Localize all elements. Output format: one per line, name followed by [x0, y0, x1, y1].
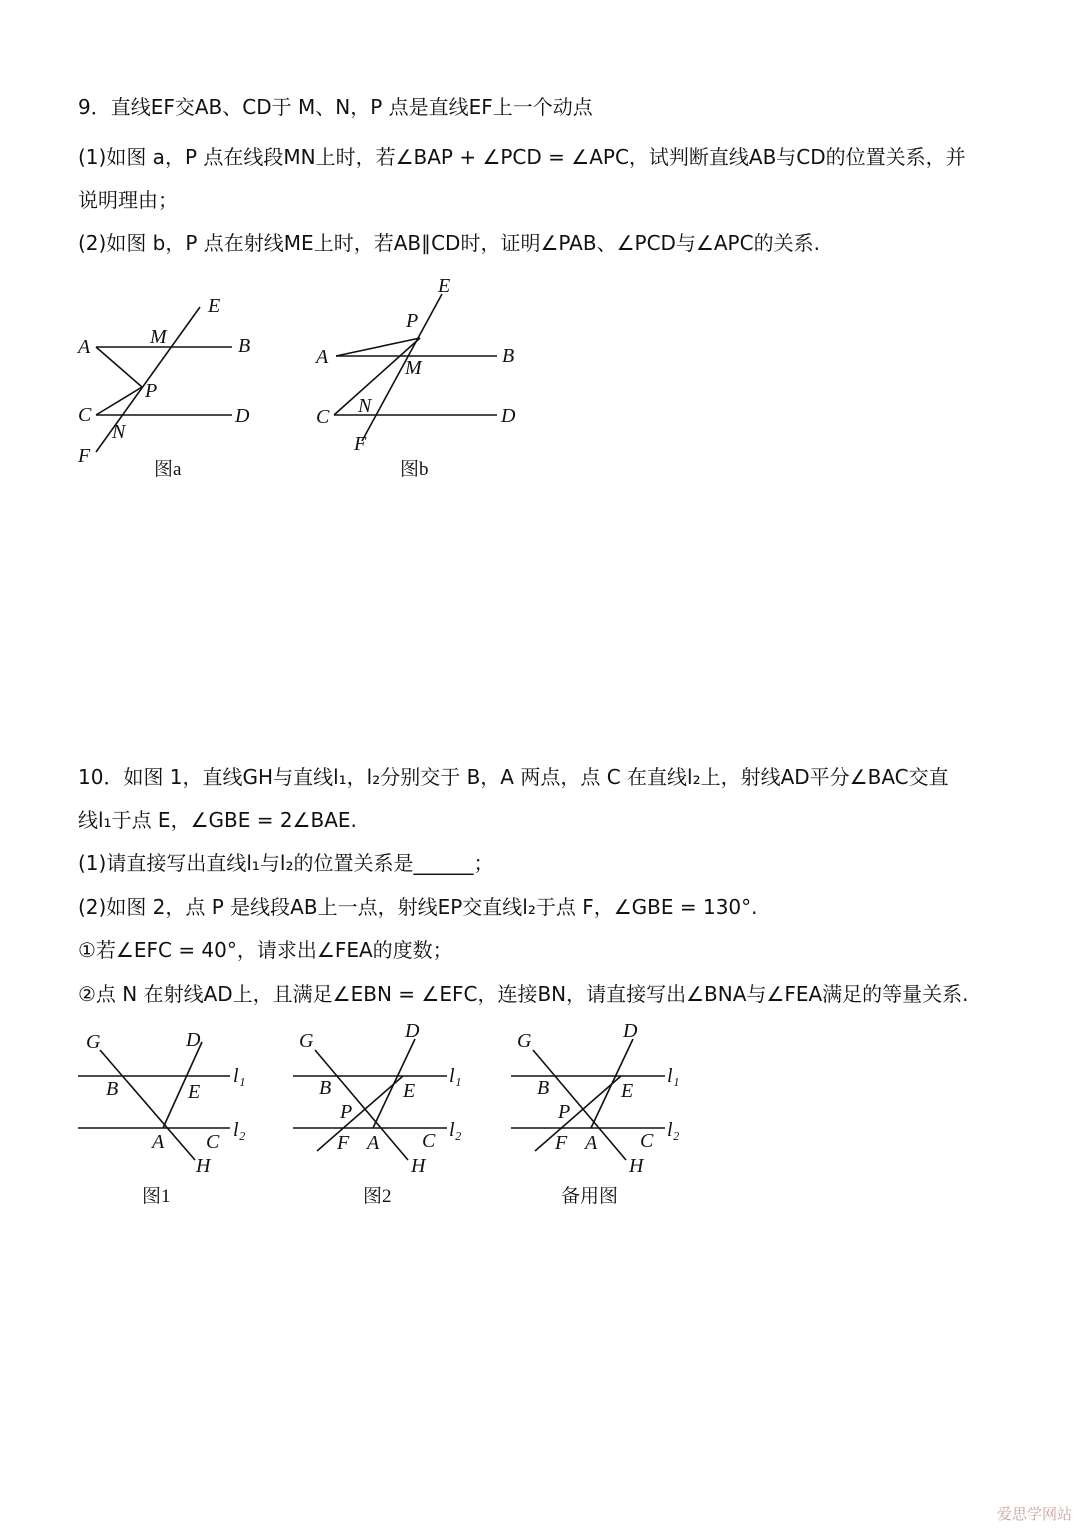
label-e: E — [438, 275, 451, 297]
label-h: H — [196, 1155, 211, 1177]
label-n: N — [358, 395, 372, 417]
label-d: D — [235, 405, 250, 427]
q9-part2: (2)如图 b，P 点在射线ME上时，若AB∥CD时，证明∠PAB、∠PCD与∠APC的关系. — [78, 231, 820, 255]
label-l1: l₁ — [667, 1065, 680, 1087]
label-b: B — [537, 1077, 550, 1099]
figure-spare — [503, 1015, 703, 1210]
figure-spare-caption: 备用图 — [561, 1186, 619, 1207]
label-a: A — [585, 1132, 598, 1154]
segment-ap — [96, 347, 142, 387]
label-g: G — [86, 1031, 101, 1053]
label-l2: l₂ — [667, 1119, 680, 1141]
label-c: C — [316, 406, 330, 428]
figure-2-caption: 图2 — [363, 1186, 392, 1207]
q10-sub1: ①若∠EFC = 40°，请求出∠FEA的度数； — [78, 938, 453, 962]
label-a: A — [152, 1131, 165, 1153]
line-gh — [100, 1050, 195, 1160]
q10-part2: (2)如图 2，点 P 是线段AB上一点，射线EP交直线l₂于点 F，∠GBE = 130°. — [78, 895, 758, 919]
label-e: E — [208, 295, 221, 317]
label-e: E — [621, 1080, 634, 1102]
label-g: G — [517, 1030, 532, 1052]
label-b: B — [106, 1078, 119, 1100]
label-a: A — [367, 1132, 380, 1154]
label-d: D — [186, 1029, 201, 1051]
q9-part1-line1: (1)如图 a，P 点在线段MN上时，若∠BAP + ∠PCD = ∠APC，试判断直线AB与CD的位置关系，并 — [78, 145, 966, 169]
label-p: P — [145, 380, 158, 402]
figure-1 — [70, 1020, 260, 1210]
label-e: E — [403, 1080, 416, 1102]
label-l2: l₂ — [449, 1119, 462, 1141]
label-c: C — [78, 404, 92, 426]
line-ef — [362, 294, 442, 441]
label-l1: l₁ — [233, 1065, 246, 1087]
label-p: P — [406, 310, 419, 332]
label-f: F — [78, 445, 91, 467]
label-h: H — [629, 1155, 644, 1177]
label-a: A — [316, 346, 329, 368]
q9-title: 9．直线EF交AB、CD于 M、N，P 点是直线EF上一个动点 — [78, 95, 593, 119]
label-g: G — [299, 1030, 314, 1052]
label-b: B — [319, 1077, 332, 1099]
q9-part1-line2: 说明理由； — [78, 188, 178, 212]
label-a: A — [78, 336, 91, 358]
figure-b-caption: 图b — [400, 459, 429, 480]
label-n: N — [112, 421, 126, 443]
label-b: B — [502, 345, 515, 367]
label-l1: l₁ — [449, 1065, 462, 1087]
segment-pa — [336, 338, 420, 356]
figure-a-caption: 图a — [154, 459, 182, 480]
figure-1-caption: 图1 — [142, 1186, 171, 1207]
label-l2: l₂ — [233, 1119, 246, 1141]
figure-a — [60, 280, 280, 490]
label-p: P — [340, 1101, 353, 1123]
line-gh — [533, 1050, 626, 1160]
label-h: H — [411, 1155, 426, 1177]
q10-intro-line2: 线l₁于点 E，∠GBE = 2∠BAE. — [78, 808, 357, 832]
q10-part1: (1)请直接写出直线l₁与l₂的位置关系是______； — [78, 851, 494, 875]
label-f: F — [354, 433, 367, 455]
label-c: C — [206, 1131, 220, 1153]
label-b: B — [238, 335, 251, 357]
figure-2 — [285, 1015, 485, 1210]
label-m: M — [405, 357, 422, 379]
segment-cp — [96, 387, 142, 415]
label-c: C — [640, 1130, 654, 1152]
label-d: D — [501, 405, 516, 427]
label-d: D — [405, 1020, 420, 1042]
figure-b — [300, 270, 540, 490]
line-gh — [315, 1050, 408, 1160]
label-d: D — [623, 1020, 638, 1042]
q10-intro-line1: 10．如图 1，直线GH与直线l₁，l₂分别交于 B，A 两点，点 C 在直线l₂上，射线AD平分∠BAC交直 — [78, 765, 949, 789]
label-c: C — [422, 1130, 436, 1152]
label-p: P — [558, 1101, 571, 1123]
label-m: M — [150, 326, 167, 348]
q10-sub2: ②点 N 在射线AD上，且满足∠EBN = ∠EFC，连接BN，请直接写出∠BNA与∠FEA满足的等量关系. — [78, 982, 969, 1006]
label-e: E — [188, 1081, 201, 1103]
label-f: F — [555, 1132, 568, 1154]
watermark: 爱思学网站 — [996, 1505, 1072, 1523]
label-f: F — [337, 1132, 350, 1154]
